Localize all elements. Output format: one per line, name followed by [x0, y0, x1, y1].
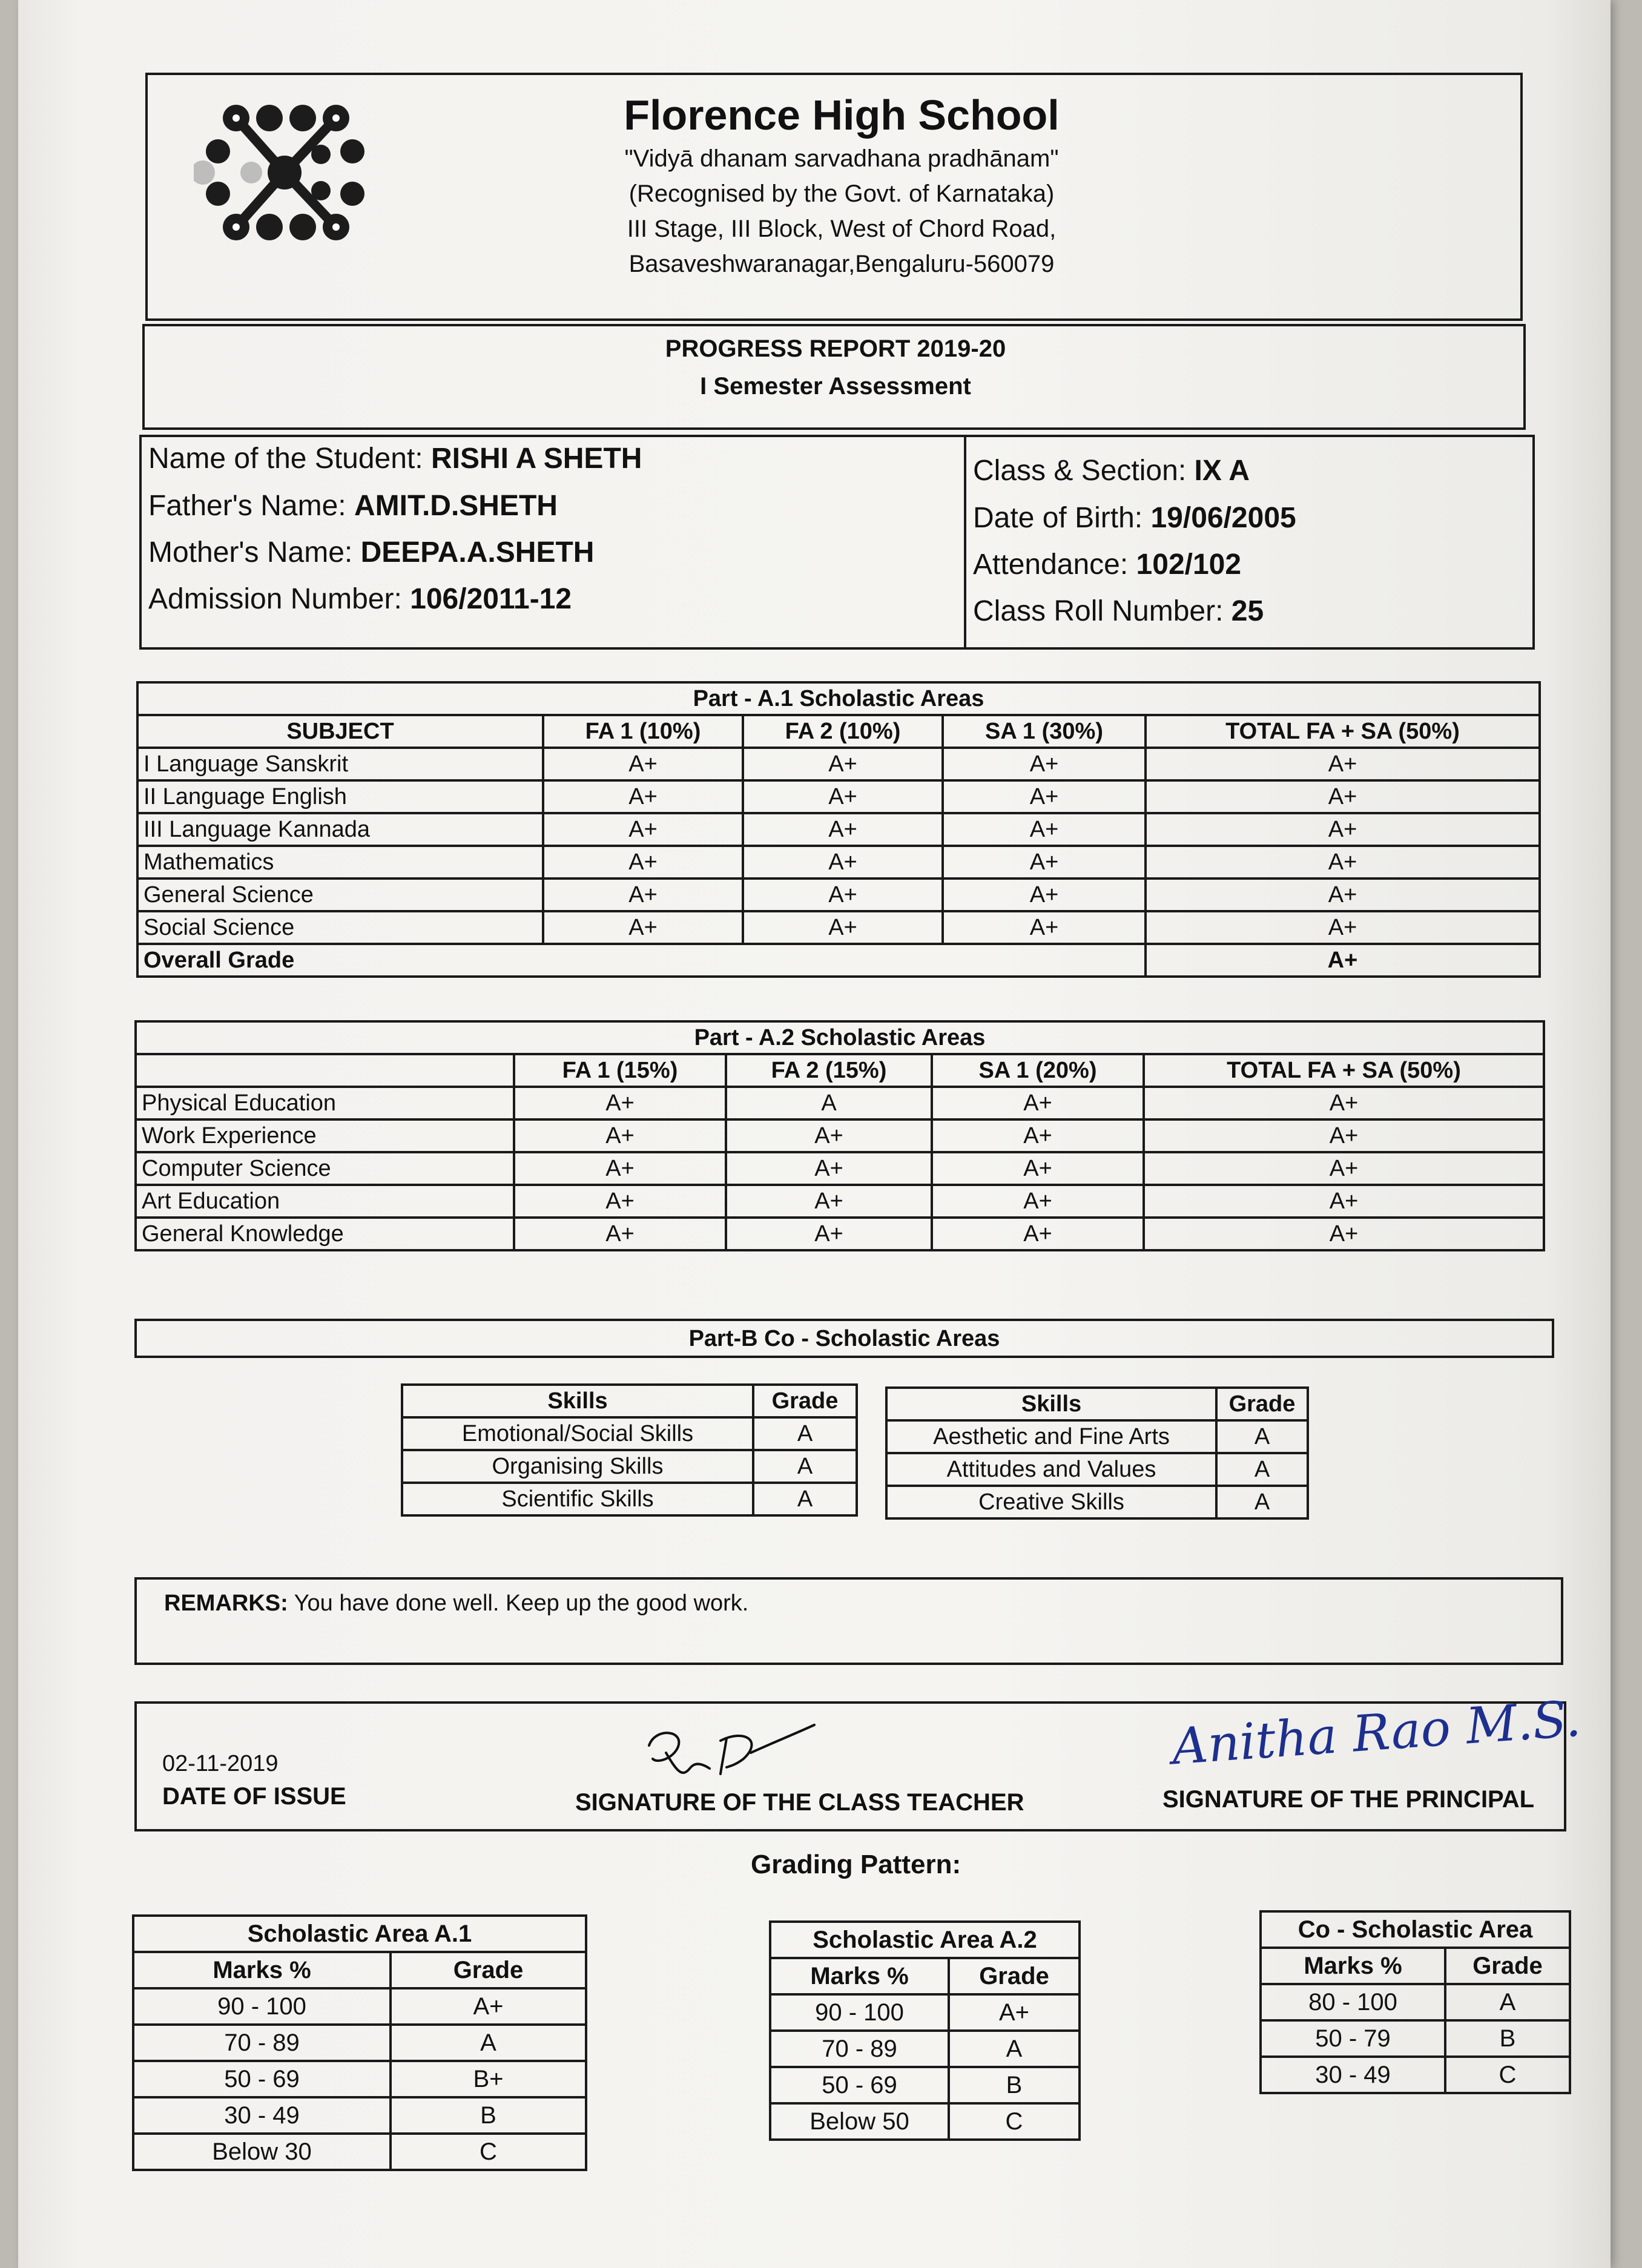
grading-a1-cell: 50 - 69: [133, 2061, 391, 2097]
a2-grade: A+: [1144, 1119, 1544, 1152]
report-subtitle: I Semester Assessment: [700, 373, 971, 400]
a2-header-1: FA 1 (15%): [514, 1054, 726, 1087]
admission-number-label: Admission Number:: [148, 583, 402, 615]
a2-grade: A+: [514, 1119, 726, 1152]
a1-subject: Mathematics: [137, 846, 543, 879]
roll-number: 25: [1231, 595, 1264, 627]
grading-co-cell: 30 - 49: [1261, 2057, 1445, 2093]
a1-grade: A+: [1146, 846, 1540, 879]
grading-co-row: [1261, 2057, 1570, 2093]
overall-grade-label: Overall Grade: [137, 944, 1146, 977]
grading-a1-title: Scholastic Area A.1: [133, 1916, 586, 1952]
a2-header-2: FA 2 (15%): [726, 1054, 932, 1087]
a2-subject: Physical Education: [136, 1087, 514, 1119]
grading-co-row: [1261, 1984, 1570, 2020]
grading-a2-row: [770, 1994, 1080, 2031]
a1-grade: A+: [543, 879, 743, 911]
class-section: IX A: [1194, 455, 1250, 487]
dob-row: [973, 501, 1296, 535]
grading-a2-cell: B: [949, 2067, 1080, 2103]
a2-grade: A+: [726, 1218, 932, 1250]
grading-a2-cell: 70 - 89: [770, 2031, 949, 2067]
a1-grade: A+: [943, 879, 1146, 911]
a1-grade: A+: [743, 846, 943, 879]
a2-row: [136, 1087, 1544, 1119]
issue-date: 02-11-2019: [162, 1751, 279, 1776]
overall-grade: A+: [1146, 944, 1540, 977]
grading-a1-header: Marks %: [133, 1952, 391, 1988]
father-name-label: Father's Name:: [148, 490, 346, 522]
skills-right-header: Grade: [1216, 1388, 1308, 1420]
a1-subject: General Science: [137, 879, 543, 911]
a2-header-0: [136, 1054, 514, 1087]
a2-grade: A+: [932, 1218, 1144, 1250]
grading-a2-row: [770, 2031, 1080, 2067]
skills-left-cell: A: [753, 1417, 857, 1450]
a1-grade: A+: [743, 780, 943, 813]
a1-grade: A+: [1146, 813, 1540, 846]
class-section-label: Class & Section:: [973, 455, 1187, 487]
school-address-line1: III Stage, III Block, West of Chord Road,: [627, 216, 1057, 242]
a2-grade: A+: [1144, 1185, 1544, 1218]
grading-co-table: [1259, 1910, 1571, 2094]
mother-name: DEEPA.A.SHETH: [360, 536, 595, 569]
student-name: RISHI A SHETH: [430, 443, 642, 475]
skills-left-row: [402, 1417, 857, 1450]
a1-grade: A+: [943, 748, 1146, 780]
skills-left-cell: Organising Skills: [402, 1450, 753, 1483]
class-teacher-signature: [642, 1716, 817, 1786]
grading-a2-cell: A+: [949, 1994, 1080, 2031]
class-teacher-signature-label: SIGNATURE OF THE CLASS TEACHER: [575, 1789, 1024, 1816]
a2-grade: A+: [726, 1185, 932, 1218]
skills-right-header: Skills: [886, 1388, 1216, 1420]
class-section-row: [973, 454, 1250, 487]
skills-right-cell: A: [1216, 1420, 1308, 1453]
part-a2-title: Part - A.2 Scholastic Areas: [136, 1021, 1544, 1054]
school-address-line2: Basaveshwaranagar,Bengaluru-560079: [628, 251, 1055, 277]
grading-a1-table: [132, 1914, 587, 2171]
grading-a1-row: [133, 1988, 586, 2025]
attendance: 102/102: [1136, 549, 1242, 581]
a1-row: [137, 813, 1540, 846]
a1-grade: A+: [943, 813, 1146, 846]
a1-subject: I Language Sanskrit: [137, 748, 543, 780]
a1-row: [137, 879, 1540, 911]
grading-a1-cell: 90 - 100: [133, 1988, 391, 2025]
a2-header-4: TOTAL FA + SA (50%): [1144, 1054, 1544, 1087]
grading-co-row: [1261, 2020, 1570, 2057]
remarks-label: REMARKS:: [164, 1591, 288, 1616]
father-name-row: [148, 489, 558, 522]
grading-co-header: Marks %: [1261, 1948, 1445, 1984]
part-b-title: Part-B Co - Scholastic Areas: [688, 1326, 1000, 1351]
grading-a2-cell: 90 - 100: [770, 1994, 949, 2031]
grading-a2-cell: A: [949, 2031, 1080, 2067]
skills-right-cell: A: [1216, 1453, 1308, 1486]
grading-a2-cell: C: [949, 2103, 1080, 2140]
a1-grade: A+: [543, 748, 743, 780]
a1-header-1: FA 1 (10%): [543, 715, 743, 748]
issue-date-label: DATE OF ISSUE: [162, 1783, 346, 1810]
a2-subject: Computer Science: [136, 1152, 514, 1185]
a1-grade: A+: [1146, 748, 1540, 780]
grading-co-cell: 50 - 79: [1261, 2020, 1445, 2057]
principal-signature-label: SIGNATURE OF THE PRINCIPAL: [1162, 1786, 1535, 1813]
grading-a1-cell: 30 - 49: [133, 2097, 391, 2134]
mother-name-row: [148, 536, 594, 569]
a1-row: [137, 780, 1540, 813]
a1-grade: A+: [943, 911, 1146, 944]
part-b-title-box: [134, 1319, 1554, 1358]
principal-signature: Anitha Rao M.S.: [1170, 1690, 1583, 1776]
a1-grade: A+: [943, 780, 1146, 813]
a2-row: [136, 1152, 1544, 1185]
grading-co-cell: B: [1445, 2020, 1570, 2057]
grading-a1-cell: A: [391, 2025, 586, 2061]
grading-a2-row: [770, 2103, 1080, 2140]
a2-row: [136, 1185, 1544, 1218]
remarks-box: [134, 1577, 1563, 1665]
a1-header-2: FA 2 (10%): [743, 715, 943, 748]
skills-left-cell: Scientific Skills: [402, 1483, 753, 1515]
grading-co-cell: 80 - 100: [1261, 1984, 1445, 2020]
student-info-divider: [964, 435, 966, 650]
roll-number-row: [973, 595, 1264, 628]
report-title-block: [145, 330, 1526, 405]
admission-number: 106/2011-12: [410, 583, 572, 615]
a1-grade: A+: [1146, 879, 1540, 911]
a1-grade: A+: [1146, 911, 1540, 944]
grading-a1-header: Grade: [391, 1952, 586, 1988]
grading-a2-row: [770, 2067, 1080, 2103]
dob-label: Date of Birth:: [973, 502, 1143, 534]
report-title: PROGRESS REPORT 2019-20: [665, 335, 1006, 362]
grading-a2-header: Marks %: [770, 1958, 949, 1994]
school-name: Florence High School: [624, 91, 1060, 139]
grading-a2-cell: Below 50: [770, 2103, 949, 2140]
a2-grade: A+: [932, 1119, 1144, 1152]
a2-grade: A+: [1144, 1218, 1544, 1250]
grading-a2-title: Scholastic Area A.2: [770, 1922, 1080, 1958]
grading-a1-cell: A+: [391, 1988, 586, 2025]
mother-name-label: Mother's Name:: [148, 536, 353, 569]
a1-grade: A+: [543, 813, 743, 846]
a2-subject: Work Experience: [136, 1119, 514, 1152]
skills-left-row: [402, 1450, 857, 1483]
grading-co-title: Co - Scholastic Area: [1261, 1911, 1570, 1948]
a2-row: [136, 1218, 1544, 1250]
skills-right-row: [886, 1486, 1308, 1518]
a2-subject: General Knowledge: [136, 1218, 514, 1250]
part-b-left-table: [401, 1383, 858, 1517]
roll-number-label: Class Roll Number:: [973, 595, 1224, 627]
a1-subject: III Language Kannada: [137, 813, 543, 846]
grading-a2-table: [769, 1920, 1081, 2141]
skills-right-cell: A: [1216, 1486, 1308, 1518]
grading-co-cell: A: [1445, 1984, 1570, 2020]
a2-grade: A+: [932, 1087, 1144, 1119]
admission-number-row: [148, 582, 572, 616]
grading-a1-row: [133, 2061, 586, 2097]
a1-grade: A+: [743, 911, 943, 944]
skills-left-cell: Emotional/Social Skills: [402, 1417, 753, 1450]
remarks-text: You have done well. Keep up the good work.: [294, 1591, 749, 1616]
student-name-label: Name of the Student:: [148, 443, 423, 475]
grading-a2-cell: 50 - 69: [770, 2067, 949, 2103]
skills-left-cell: A: [753, 1483, 857, 1515]
skills-right-row: [886, 1420, 1308, 1453]
a1-subject: Social Science: [137, 911, 543, 944]
a2-grade: A+: [726, 1119, 932, 1152]
grading-co-header: Grade: [1445, 1948, 1570, 1984]
a2-grade: A+: [514, 1218, 726, 1250]
a2-grade: A+: [514, 1185, 726, 1218]
part-a1-title: Part - A.1 Scholastic Areas: [137, 682, 1540, 715]
a1-grade: A+: [743, 813, 943, 846]
a2-grade: A+: [726, 1152, 932, 1185]
a1-header-4: TOTAL FA + SA (50%): [1146, 715, 1540, 748]
a2-grade: A+: [1144, 1087, 1544, 1119]
a1-grade: A+: [543, 911, 743, 944]
skills-left-row: [402, 1483, 857, 1515]
a1-grade: A+: [743, 879, 943, 911]
dob: 19/06/2005: [1150, 502, 1296, 534]
grading-a1-row: [133, 2134, 586, 2170]
grading-a1-cell: Below 30: [133, 2134, 391, 2170]
a1-subject: II Language English: [137, 780, 543, 813]
grading-a1-cell: B+: [391, 2061, 586, 2097]
skills-left-cell: A: [753, 1450, 857, 1483]
a1-row: [137, 846, 1540, 879]
grading-a1-cell: C: [391, 2134, 586, 2170]
a2-header-3: SA 1 (20%): [932, 1054, 1144, 1087]
a1-grade: A+: [743, 748, 943, 780]
school-recognition: (Recognised by the Govt. of Karnataka): [628, 180, 1055, 207]
a2-grade: A: [726, 1087, 932, 1119]
skills-right-cell: Creative Skills: [886, 1486, 1216, 1518]
a1-grade: A+: [943, 846, 1146, 879]
a2-grade: A+: [514, 1087, 726, 1119]
skills-right-cell: Attitudes and Values: [886, 1453, 1216, 1486]
attendance-label: Attendance:: [973, 549, 1129, 581]
a1-header-0: SUBJECT: [137, 715, 543, 748]
school-logo: [194, 100, 375, 245]
attendance-row: [973, 548, 1241, 581]
part-a1-table: [136, 681, 1541, 978]
a2-grade: A+: [1144, 1152, 1544, 1185]
school-motto: "Vidyā dhanam sarvadhana pradhānam": [624, 145, 1059, 172]
a1-row: [137, 911, 1540, 944]
a1-grade: A+: [543, 780, 743, 813]
skills-left-header: Skills: [402, 1385, 753, 1417]
a2-grade: A+: [932, 1152, 1144, 1185]
part-a2-table: [134, 1020, 1545, 1251]
grading-a1-cell: 70 - 89: [133, 2025, 391, 2061]
a1-grade: A+: [543, 846, 743, 879]
skills-left-header: Grade: [753, 1385, 857, 1417]
grading-a1-cell: B: [391, 2097, 586, 2134]
a1-header-3: SA 1 (30%): [943, 715, 1146, 748]
student-name-row: [148, 442, 642, 475]
a2-grade: A+: [514, 1152, 726, 1185]
father-name: AMIT.D.SHETH: [354, 490, 558, 522]
skills-right-cell: Aesthetic and Fine Arts: [886, 1420, 1216, 1453]
grading-a2-header: Grade: [949, 1958, 1080, 1994]
grading-co-cell: C: [1445, 2057, 1570, 2093]
a2-grade: A+: [932, 1185, 1144, 1218]
a2-subject: Art Education: [136, 1185, 514, 1218]
grading-a1-row: [133, 2025, 586, 2061]
grading-a1-row: [133, 2097, 586, 2134]
a1-row: [137, 748, 1540, 780]
skills-right-row: [886, 1453, 1308, 1486]
part-b-right-table: [885, 1386, 1309, 1520]
a1-grade: A+: [1146, 780, 1540, 813]
a2-row: [136, 1119, 1544, 1152]
grading-pattern-title: Grading Pattern:: [751, 1850, 961, 1879]
